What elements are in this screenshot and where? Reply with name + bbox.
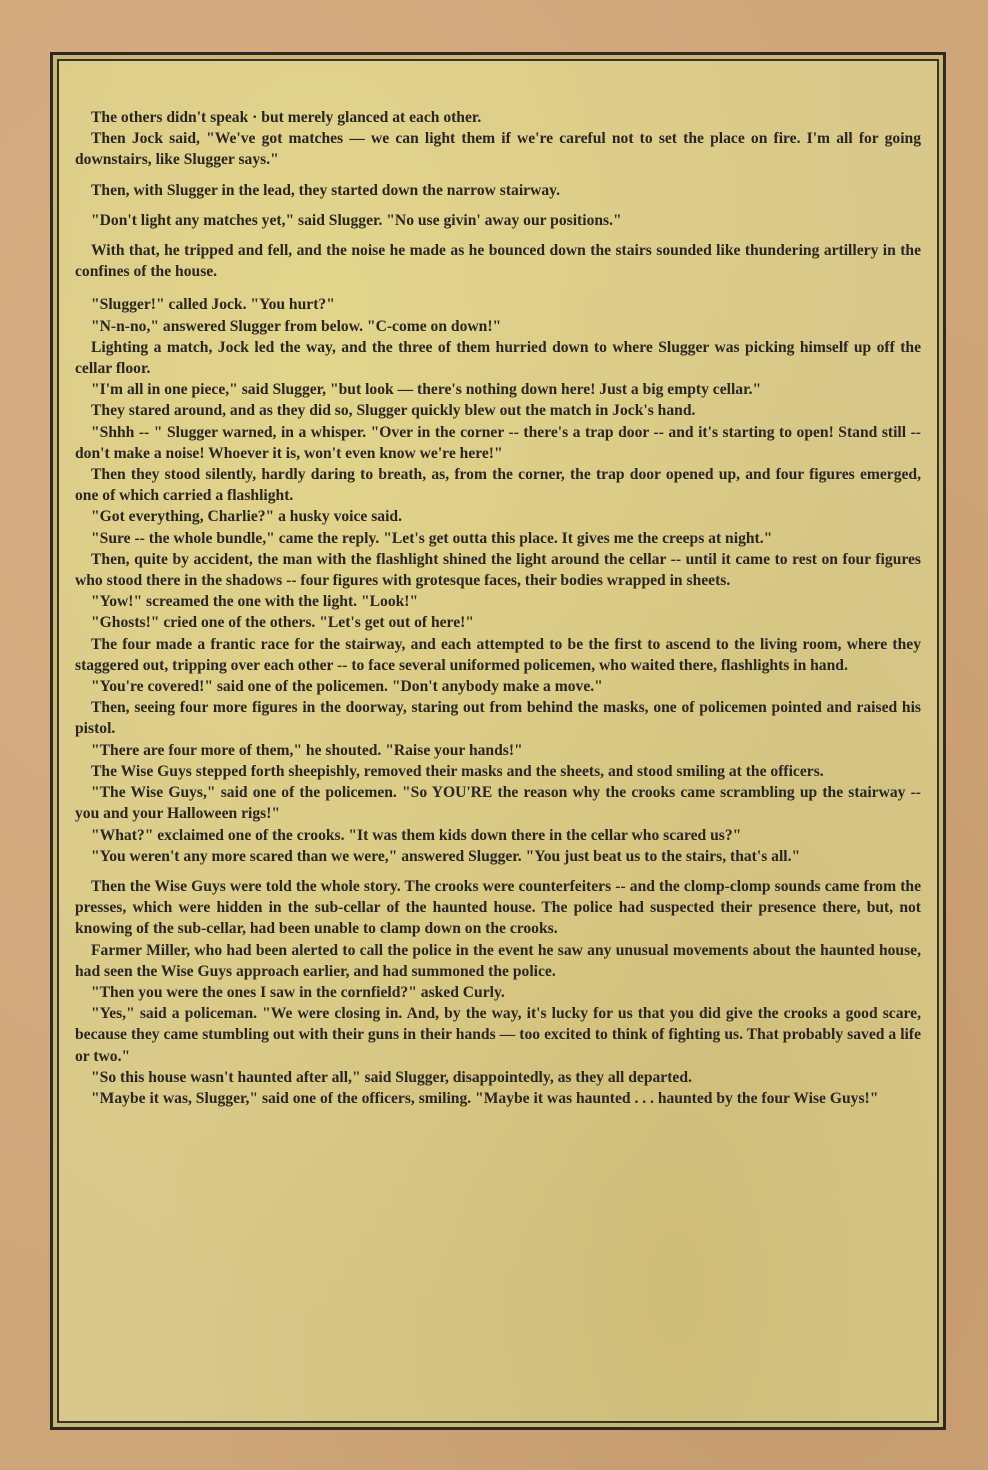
story-paragraph: "Got everything, Charlie?" a husky voice said.: [91, 508, 402, 526]
story-paragraph: "You're covered!" said one of the policemen. "Don't anybody make a move.": [91, 678, 603, 696]
story-paragraph: Then the Wise Guys were told the whole story. The crooks were counterfeiters -- and the clomp-clomp sounds came from the presses, which were hidden in the sub-cellar of the haunted house. The police had suspected their presence there, but, not knowing of the sub-cellar, had been unable to clamp down on the crooks.: [75, 877, 921, 938]
story-paragraph: They stared around, and as they did so, Slugger quickly blew out the match in Jock's hand.: [91, 402, 696, 420]
story-paragraph: With that, he tripped and fell, and the noise he made as he bounced down the stairs sounded like thundering artillery in the confines of the house.: [75, 242, 921, 281]
story-paragraph: Farmer Miller, who had been alerted to call the police in the event he saw any unusual movements about the haunted house, had seen the Wise Guys approach earlier, and had summoned the police.: [75, 941, 921, 980]
story-paragraph: Then, quite by accident, the man with the flashlight shined the light around the cellar -- until it came to rest on four figures who stood there in the shadows -- four figures with grotesque faces, their bodies wrapped in sheets.: [75, 550, 921, 590]
story-paragraph: The Wise Guys stepped forth sheepishly, removed their masks and the sheets, and stood smiling at the officers.: [91, 762, 824, 780]
story-paragraph: "Shhh -- " Slugger warned, in a whisper. "Over in the corner -- there's a trap door -- and it's starting to open! Stand still -- don't make a noise! Whoever it is, won't even know we're here!": [75, 423, 921, 462]
story-paragraph: The others didn't speak · but merely glanced at each other.: [91, 109, 482, 126]
story-paragraph: "I'm all in one piece," said Slugger, "but look — there's nothing down here! Just a big empty cellar.": [91, 381, 762, 399]
story-paragraph: Then, with Slugger in the lead, they started down the narrow stairway.: [91, 181, 560, 199]
story-paragraph: "Yes," said a policeman. "We were closing in. And, by the way, it's lucky for us that you did give the crooks a good scare, because they came stumbling out with their guns in their hands — too excited to think of fighting us. That probably saved a life or two.": [75, 1005, 921, 1065]
story-paragraph: The four made a frantic race for the stairway, and each attempted to be the first to ascend to the living room, where they staggered out, tripping over each other -- to face several uniformed policemen, who waited there, flashlights in hand.: [75, 635, 921, 674]
story-paragraph: "Don't light any matches yet," said Slugger. "No use givin' away our positions.": [91, 211, 622, 229]
story-paragraph: "N-n-no," answered Slugger from below. "C-come on down!": [91, 317, 502, 335]
story-paragraph: "Then you were the ones I saw in the cornfield?" asked Curly.: [91, 983, 505, 1001]
story-paragraph: "The Wise Guys," said one of the policemen. "So YOU'RE the reason why the crooks came scrambling up the stairway -- you and your Halloween rigs!": [75, 784, 921, 823]
story-paragraph: "You weren't any more scared than we were," answered Slugger. "You just beat us to the stairs, that's all.": [91, 847, 801, 865]
story-paragraph: "Sure -- the whole bundle," came the reply. "Let's get outta this place. It gives me the creeps at night.": [91, 529, 773, 547]
story-paragraph: Then, seeing four more figures in the doorway, staring out from behind the masks, one of policemen pointed and raised his pistol.: [75, 699, 921, 738]
story-paragraph: "Ghosts!" cried one of the others. "Let's get out of here!": [91, 614, 474, 632]
story-paragraph: "So this house wasn't haunted after all," said Slugger, disappointedly, as they all departed.: [91, 1068, 692, 1086]
story-paragraph: "Maybe it was, Slugger," said one of the officers, smiling. "Maybe it was haunted . . . haunted by the four Wise Guys!": [91, 1089, 879, 1107]
story-paragraph: "Yow!" screamed the one with the light. "Look!": [91, 593, 419, 611]
story-paragraph: Then Jock said, "We've got matches — we can light them if we're careful not to set the place on fire. I'm all for going downstairs, like Slugger says.": [75, 130, 921, 169]
story-text-body: [75, 107, 921, 1109]
story-paragraph: "What?" exclaimed one of the crooks. "It was them kids down there in the cellar who scared us?": [91, 826, 742, 844]
story-paragraph: "There are four more of them," he shouted. "Raise your hands!": [91, 741, 523, 759]
story-paragraph: "Slugger!" called Jock. "You hurt?": [91, 296, 335, 314]
text-story-panel: [50, 52, 946, 1430]
story-paragraph: Lighting a match, Jock led the way, and the three of them hurried down to where Slugger was picking himself up off the cellar floor.: [75, 338, 921, 378]
story-paragraph: Then they stood silently, hardly daring to breath, as, from the corner, the trap door opened up, and four figures emerged, one of which carried a flashlight.: [75, 466, 921, 505]
